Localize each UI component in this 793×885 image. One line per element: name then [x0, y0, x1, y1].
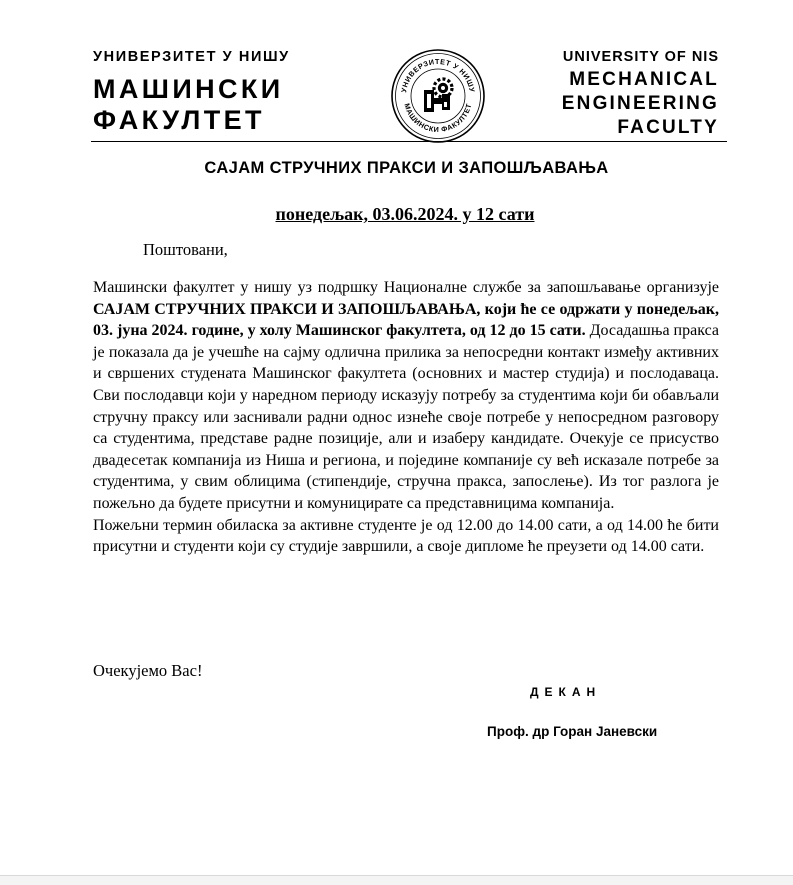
signature-name: Проф. др Горан Јаневски — [487, 724, 658, 739]
greeting: Поштовани, — [143, 240, 228, 259]
faculty-cyr-line2: ФАКУЛТЕТ — [93, 105, 265, 135]
faculty-lat-line1: MECHANICAL — [569, 69, 719, 90]
signature-role: ДЕКАН — [530, 685, 602, 699]
faculty-lat-line2: ENGINEERING — [561, 93, 719, 114]
faculty-cyr-line1: МАШИНСКИ — [93, 74, 284, 104]
seal-bottom-text: МАШИНСКИ ФАКУЛТЕТ — [402, 102, 474, 135]
closing-line: Очекујемо Вас! — [93, 661, 203, 680]
faculty-seal-icon — [390, 48, 486, 144]
paragraph-1-rest: Досадашња пракса је показала да је учешће на сајму одлична прилика за непосредни контакт између активних и свршених студената Машинског факултета (основних и мастер студија) и послодаваца. Сви послодавци који у наредном периоду исказују потребу за студентима који би обављали стручну праксу или заснивали радни однос изнеће своје потребе у непосредном разговору са студентима, представе радне позиције, али и изаберу кандидате. Очекује се присуство двадесетак компанија из Ниша и региона, и поједине компаније су већ исказале потребе за студентима, у свим облицима (стипендије, стручна пракса, запослење). Из тог разлога је пожељно да будете присутни и комуницирате са представницима компанија. — [93, 322, 719, 512]
university-name-latin: UNIVERSITY OF NIS — [562, 49, 719, 65]
letter-body — [93, 277, 719, 558]
paragraph-1-highlight: САЈАМ СТРУЧНИХ ПРАКСИ И ЗАПОШЉАВАЊА, који ће се одржати у понедељак, 03. јуна 2024. године, у холу Машинског факултета, од 12 до 15 сати. — [93, 300, 719, 340]
faculty-lat-line3: FACULTY — [617, 117, 719, 138]
seal-top-text: УНИВЕРЗИТЕТ У НИШУ — [399, 56, 477, 94]
header-right — [562, 49, 719, 140]
faculty-name-latin — [562, 68, 719, 140]
header-divider — [91, 141, 727, 142]
paragraph-1-intro: Машински факултет у нишу уз подршку Националне службе за запошљавање организује — [93, 279, 719, 296]
header-left — [93, 49, 333, 136]
event-date: понедељак, 03.06.2024. у 12 сати — [275, 204, 535, 224]
university-name-cyrillic: УНИВЕРЗИТЕТ У НИШУ — [93, 49, 290, 65]
paragraph-1 — [93, 277, 719, 515]
event-title: САЈАМ СТРУЧНИХ ПРАКСИ И ЗАПОШЉАВАЊА — [204, 159, 609, 177]
paragraph-2: Пожељни термин обиласка за активне студенте је од 12.00 до 14.00 сати, а од 14.00 ће бити присутни и студенти који су студије завршили, а своје дипломе ће преузети од 14.00 сати. — [93, 516, 719, 556]
faculty-name-cyrillic — [93, 74, 333, 136]
